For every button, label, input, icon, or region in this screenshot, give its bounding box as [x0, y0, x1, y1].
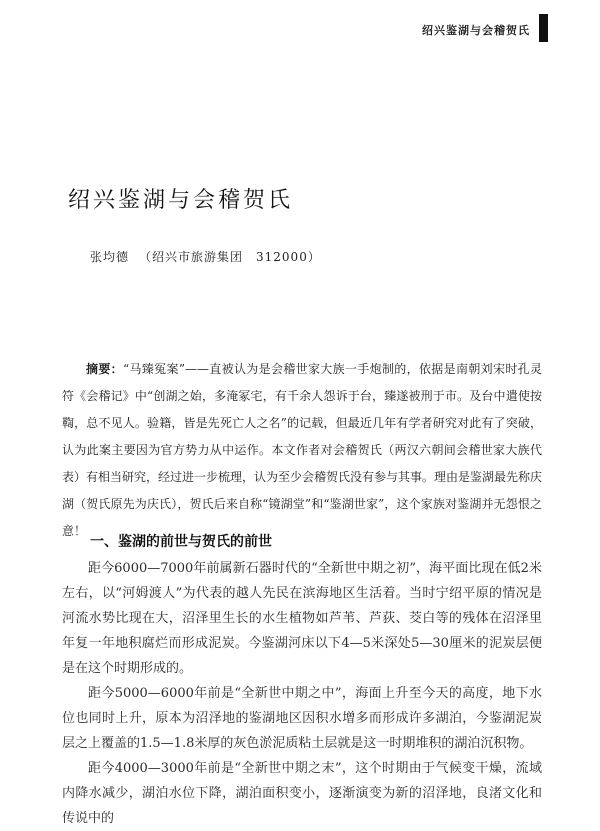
body-paragraph: 距今5000—6000年前是“全新世中期之中”，海面上升至今天的高度，地下水位也同时上升，原本为沼泽地的鉴湖地区因积水增多而形成许多湖泊，今鉴湖泥炭层之上覆盖的1.5—1.8米厚的灰色淤泥质粘土层就是这一时期堆积的湖泊沉积物。 — [62, 686, 542, 751]
section-body — [62, 556, 542, 831]
page-edge-marker — [539, 14, 548, 42]
abstract — [62, 356, 542, 545]
running-header: 绍兴鉴湖与会稽贺氏 — [422, 24, 530, 37]
section-heading: 一、鉴湖的前世与贺氏的前世 — [90, 534, 272, 550]
body-paragraph: 距今6000—7000年前属新石器时代的“全新世中期之初”，海平面比现在低2米左右，以“河姆渡人”为代表的越人先民在滨海地区生活着。当时宁绍平原的情况是河流水势比现在大，沼泽里生长的水生植物如芦苇、芦荻、茭白等的残体在沼泽里年复一年地积腐烂而形成泥炭。今鉴湖河床以下4—5米深处5—30厘米的泥炭层便是在这个时期形成的。 — [62, 561, 542, 676]
abstract-text: “马臻冤案”——直被认为是会稽世家大族一手炮制的，依据是南朝刘宋时孔灵符《会稽记》中“创湖之始，多淹冢宅，有千余人怨诉于台，臻遂被刑于市。及台中遣使按鞫，总不见人。验籍，皆是先死亡人之名”的记载，但最近几年有学者研究对此有了突破，认为此案主要因为官方势力从中运作。本文作者对会稽贺氏（两汉六朝间会稽世家大族代表）有相当研究，经过进一步梳理，认为至少会稽贺氏没有参与其事。理由是鉴湖最先称庆湖（贺氏原先为庆氏），贺氏后来自称“镜湖堂”和“鉴湖世家”，这个家族对鉴湖并无怨恨之意！ — [62, 362, 543, 538]
abstract-label: 摘要： — [86, 362, 124, 376]
author-line — [90, 248, 321, 265]
author-name: 张均德 — [90, 250, 130, 264]
article-title: 绍兴鉴湖与会稽贺氏 — [68, 188, 294, 213]
author-affiliation: （绍兴市旅游集团 312000） — [139, 250, 321, 264]
body-paragraph: 距今4000—3000年前是“全新世中期之末”，这个时期由于气候变干燥，流域内降水减少，湖泊水位下降，湖泊面积变小，逐渐演变为新的沼泽地，良渚文化和传说中的 — [62, 761, 542, 826]
